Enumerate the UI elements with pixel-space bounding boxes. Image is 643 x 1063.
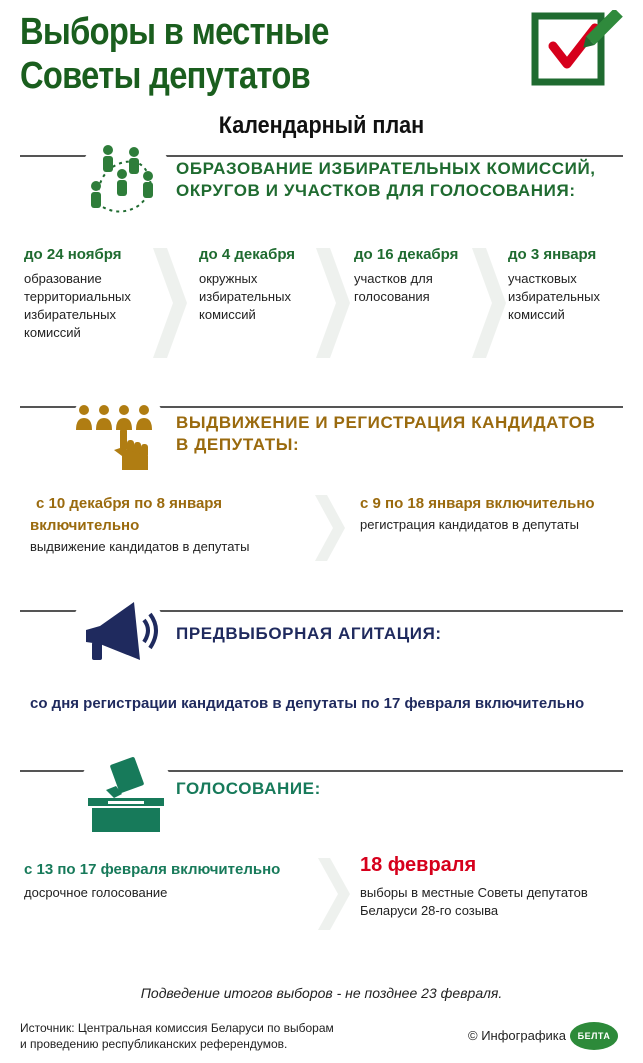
timeline-date: включительно [30,517,140,534]
section-title-campaign: ПРЕДВЫБОРНАЯ АГИТАЦИЯ: [176,624,442,643]
timeline-desc: досрочное голосование [24,885,168,900]
desc-line: Беларуси 28-го созыва [360,903,499,918]
page-title: Выборы в местные Советы депутатов [20,11,329,97]
timeline-desc [360,884,630,920]
chevron-right-icon [472,248,506,358]
section-title-line: В ДЕПУТАТЫ: [176,435,300,454]
timeline-date: до 4 декабря [199,246,296,263]
timeline-desc: окружных избирательных комиссий [199,271,291,322]
timeline-date: до 16 декабря [354,246,459,263]
ballot-check-icon [531,10,623,90]
results-note: Подведение итогов выборов - не позднее 23 февраля. [140,985,503,1001]
source-line: и проведению республиканских референдумов. [20,1037,288,1051]
chevron-right-icon [315,495,345,561]
section-title-line: ОБРАЗОВАНИЕ ИЗБИРАТЕЛЬНЫХ КОМИССИЙ, [176,159,596,178]
megaphone-icon [70,586,166,682]
chevron-right-icon [316,248,350,358]
campaign-period: со дня регистрации кандидатов в депутаты по 17 февраля включительно [30,695,585,712]
timeline-desc: регистрация кандидатов в депутаты [360,517,579,532]
subtitle: Календарный план [218,112,425,139]
chevron-right-icon [318,858,350,930]
chevron-right-icon [153,248,187,358]
section-title-nomination [176,412,595,456]
timeline-date: с 10 декабря по 8 января [36,495,223,512]
section-title-line: ВЫДВИЖЕНИЕ И РЕГИСТРАЦИЯ КАНДИДАТОВ [176,413,596,432]
desc-line: выборы в местные Советы депутатов [360,885,588,900]
ballot-box-icon [78,746,174,842]
raised-hands-icon [70,382,166,478]
timeline-date: до 24 ноября [24,246,122,263]
belta-logo: БЕЛТА [570,1022,618,1050]
source-line: Источник: Центральная комиссия Беларуси по выборам [20,1021,334,1035]
timeline-desc: участков для голосования [354,271,433,304]
timeline-desc: участковых избирательных комиссий [508,271,600,322]
credit-text: © Инфографика [468,1028,567,1043]
timeline-date: до 3 января [508,246,597,263]
section-title-voting: ГОЛОСОВАНИЕ: [176,779,321,798]
timeline-desc: выдвижение кандидатов в депутаты [30,539,250,554]
timeline-date: с 9 по 18 января включительно [360,495,595,512]
source-text [20,1020,420,1052]
people-network-icon [78,134,174,230]
section-title-line: ОКРУГОВ И УЧАСТКОВ ДЛЯ ГОЛОСОВАНИЯ: [176,181,576,200]
timeline-desc: образование территориальных избирательных комиссий [24,271,131,340]
section-title-formation [176,158,596,202]
timeline-date: с 13 по 17 февраля включительно [24,861,281,878]
election-day-date: 18 февраля [360,854,477,876]
